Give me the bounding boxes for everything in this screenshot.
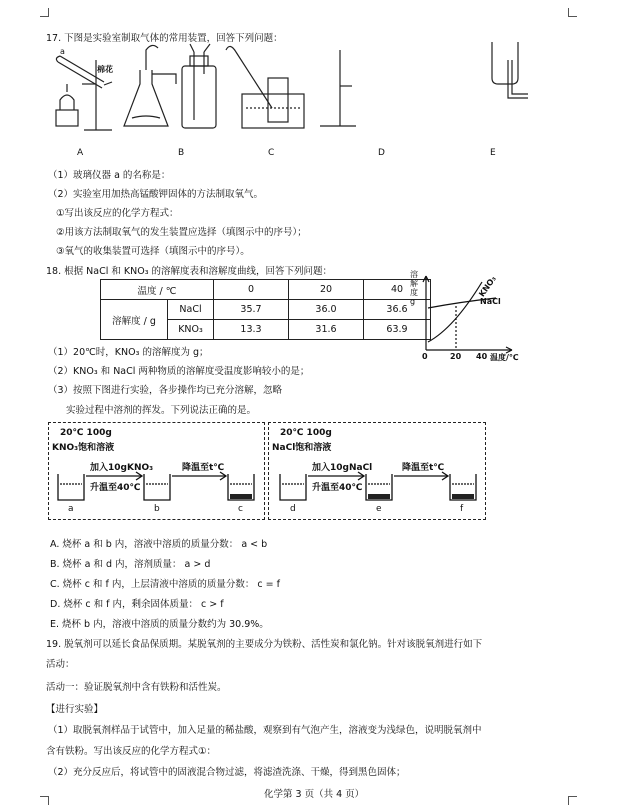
- curve-tick-40: 40: [476, 352, 488, 361]
- q18-sub3: （3）按照下图进行实验，各步操作均已充分溶解，忽略: [48, 385, 283, 396]
- q17-sub2-1: ①写出该反应的化学方程式：: [56, 208, 179, 219]
- apparatus-label-c: C: [268, 148, 275, 158]
- curve-ylabel: 溶解度 g: [410, 270, 418, 306]
- apparatus-label-e: E: [490, 148, 496, 158]
- apparatus-label-a: A: [77, 148, 84, 158]
- left-add: 加入10gKNO₃: [90, 463, 154, 473]
- q18-sub2: （2）KNO₃ 和 NaCl 两种物质的溶解度受温度影响较小的是；: [48, 366, 310, 377]
- corner-mark-bottom-left: [40, 796, 49, 805]
- beaker-label-b: b: [154, 504, 160, 514]
- q18-sub1: （1）20℃时，KNO₃ 的溶解度为 g；: [48, 347, 209, 358]
- q17-sub2-2: ②用该方法制取氧气的发生装置应选择（填图示中的序号）；: [56, 227, 307, 238]
- beaker-label-d: d: [290, 504, 296, 514]
- curve-xlabel: 温度/℃: [490, 353, 519, 362]
- q18-option-b: B. 烧杯 a 和 d 内，溶剂质量： a > d: [50, 559, 211, 570]
- q17-sub1: （1）玻璃仪器 a 的名称是：: [48, 170, 171, 181]
- q18-option-c: C. 烧杯 c 和 f 内，上层清液中溶质的质量分数： c = f: [50, 579, 280, 590]
- q18-stem: 18. 根据 NaCl 和 KNO₃ 的溶解度表和溶解度曲线，回答下列问题：: [46, 266, 333, 277]
- q19-p1a: （1）取脱氧剂样品于试管中，加入足量的稀盐酸，观察到有气泡产生，溶液变为浅绿色，说明脱氧剂中: [48, 725, 482, 736]
- nacl-20: 36.0: [289, 300, 364, 320]
- temp-header: 温度 / ℃: [101, 280, 214, 300]
- solubility-row-label: 溶解度 / g: [101, 300, 168, 340]
- right-title-1: 20℃ 100g: [280, 428, 332, 438]
- kno3-label: KNO₃: [168, 320, 214, 340]
- kno3-0: 13.3: [214, 320, 289, 340]
- right-title-2: NaCl饱和溶液: [272, 443, 332, 453]
- q17-sub2-3: ③氧气的收集装置可选择（填图示中的序号）。: [56, 246, 250, 257]
- curve-nacl-label: NaCl: [480, 297, 501, 306]
- page-footer: 化学第 3 页（共 4 页）: [264, 789, 365, 800]
- q19-p2: （2）充分反应后，将试管中的固液混合物过滤，将滤渣洗涤、干燥，得到黑色固体；: [48, 767, 406, 778]
- temp-0: 0: [214, 280, 289, 300]
- left-title-1: 20℃ 100g: [60, 428, 112, 438]
- q19-experiment-label: 【进行实验】: [46, 704, 104, 715]
- q18-option-d: D. 烧杯 c 和 f 内，剩余固体质量： c > f: [50, 599, 224, 610]
- q18-option-e: E. 烧杯 b 内，溶液中溶质的质量分数约为 30.9%。: [50, 619, 269, 630]
- temp-40: 40: [364, 280, 431, 300]
- nacl-label: NaCl: [168, 300, 214, 320]
- label-cotton: 棉花: [97, 65, 113, 74]
- curve-tick-20: 20: [450, 352, 462, 361]
- q17-sub2: （2）实验室用加热高锰酸钾固体的方法制取氧气。: [48, 189, 264, 200]
- kno3-40: 63.9: [364, 320, 431, 340]
- beaker-label-e: e: [376, 504, 382, 514]
- q19-stem-2: 活动：: [46, 659, 75, 670]
- left-title-2: KNO₃饱和溶液: [52, 443, 115, 453]
- left-cool: 降温至t℃: [182, 463, 225, 473]
- q19-p1b: 含有铁粉。写出该反应的化学方程式①：: [46, 746, 217, 757]
- label-a: a: [60, 47, 65, 56]
- apparatus-label-d: D: [378, 148, 385, 158]
- q19-activity-1: 活动一：验证脱氧剂中含有铁粉和活性炭。: [46, 682, 227, 693]
- kno3-20: 31.6: [289, 320, 364, 340]
- right-cool: 降温至t℃: [402, 463, 445, 473]
- q19-stem-1: 19. 脱氧剂可以延长食品保质期。某脱氧剂的主要成分为铁粉、活性炭和氯化钠。针对该脱氧剂进行如下: [46, 639, 483, 650]
- nacl-40: 36.6: [364, 300, 431, 320]
- corner-mark-bottom-right: [568, 796, 577, 805]
- q18-option-a: A. 烧杯 a 和 b 内，溶液中溶质的质量分数： a < b: [50, 539, 268, 550]
- curve-kno3-label: KNO₃: [477, 274, 498, 299]
- temp-20: 20: [289, 280, 364, 300]
- beaker-label-a: a: [68, 504, 74, 514]
- left-heat: 升温至40℃: [90, 483, 141, 493]
- curve-tick-0: 0: [422, 352, 428, 361]
- q18-sub3b: 实验过程中溶剂的挥发。下列说法正确的是。: [66, 405, 257, 416]
- right-add: 加入10gNaCl: [312, 463, 373, 473]
- q17-stem: 17. 下图是实验室制取气体的常用装置，回答下列问题：: [46, 33, 283, 44]
- apparatus-label-b: B: [178, 148, 185, 158]
- right-heat: 升温至40℃: [312, 483, 363, 493]
- beaker-label-f: f: [460, 504, 464, 514]
- beaker-label-c: c: [238, 504, 243, 514]
- nacl-0: 35.7: [214, 300, 289, 320]
